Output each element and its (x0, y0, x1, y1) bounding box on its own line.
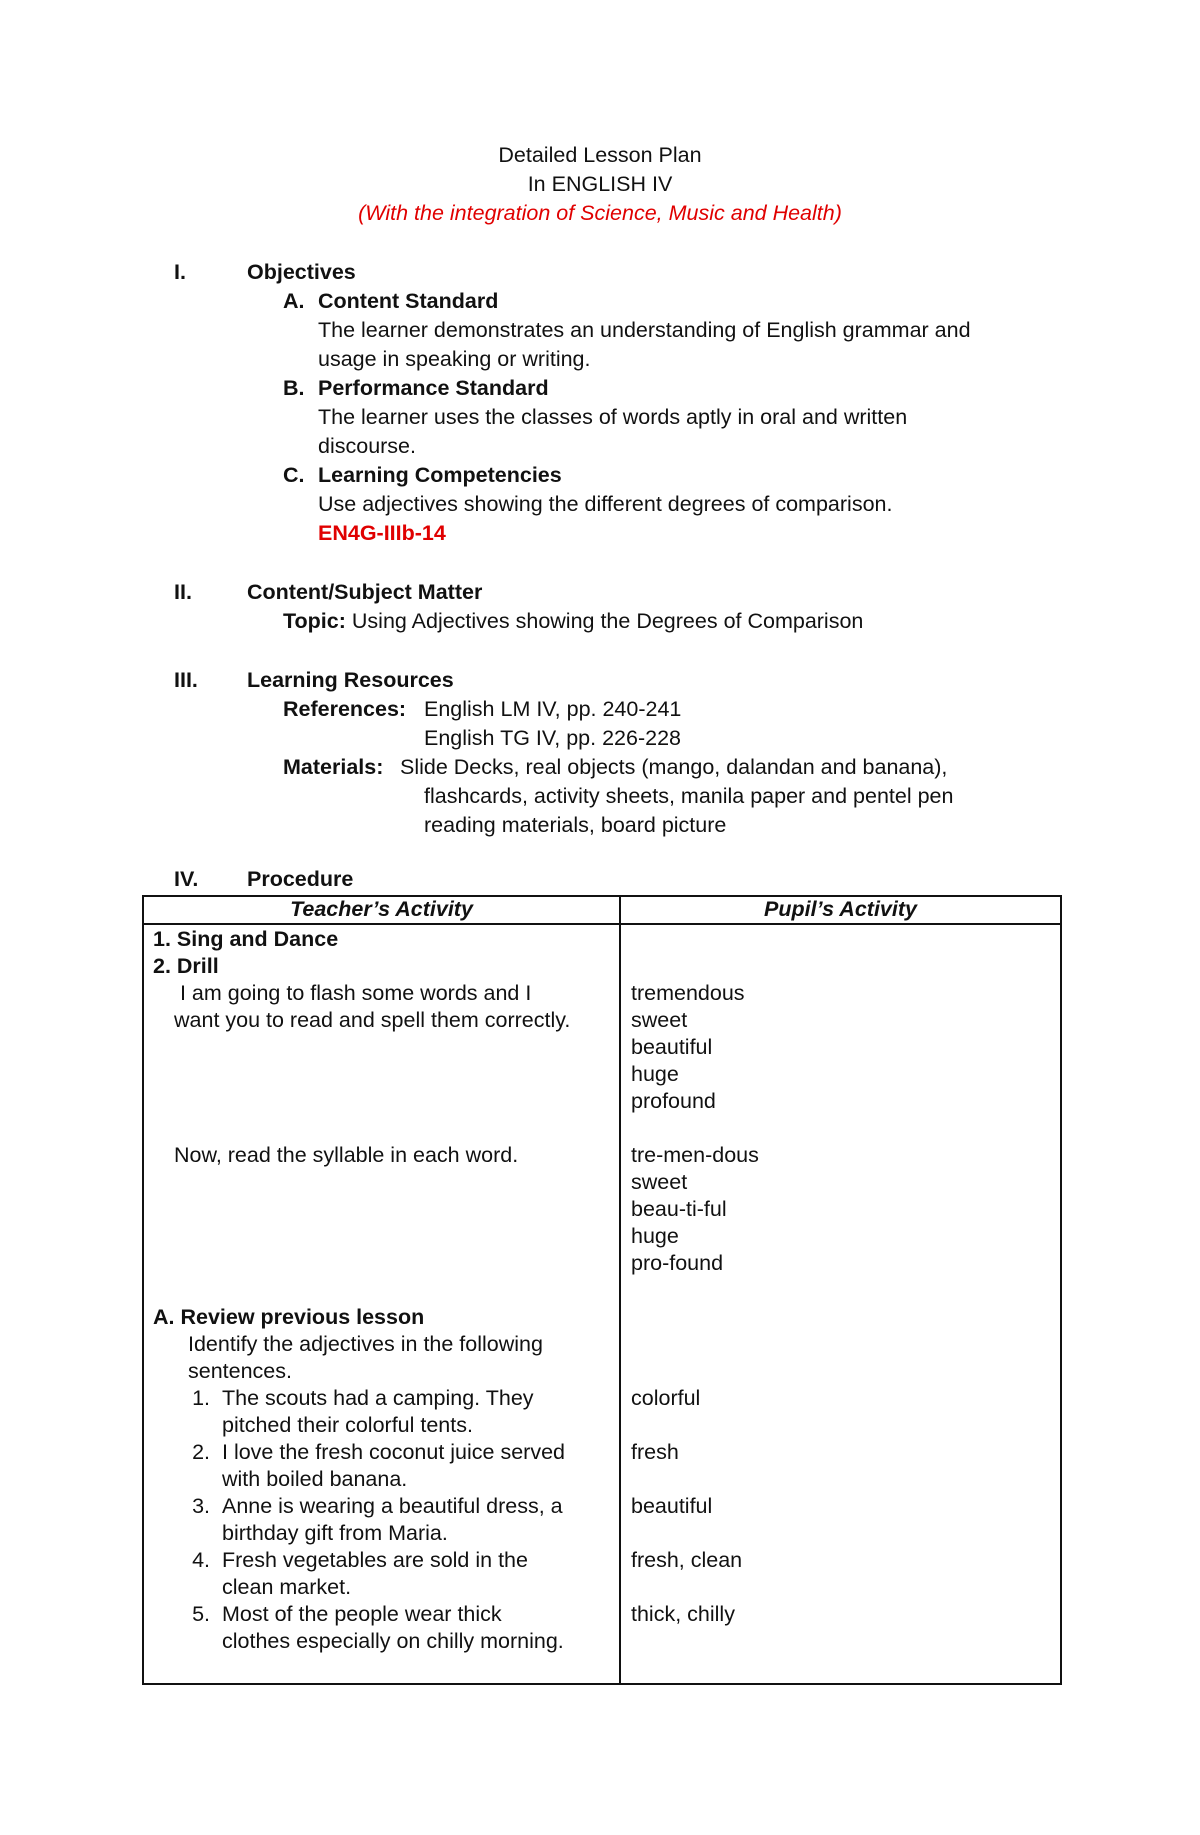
performance-standard-text-1: The learner uses the classes of words aptly in oral and written (318, 405, 908, 429)
teacher-activity-header: Teacher’s Activity (290, 897, 473, 921)
drill-word: tremendous (631, 981, 745, 1005)
review-item-number: 5. (192, 1602, 210, 1626)
review-item-text: Most of the people wear thick (222, 1602, 502, 1626)
content-standard-text-2: usage in speaking or writing. (318, 347, 591, 371)
topic-line (283, 607, 863, 636)
drill-word: huge (631, 1062, 679, 1086)
review-item-text: The scouts had a camping. They (222, 1386, 534, 1410)
learning-competencies-text: Use adjectives showing the different degrees of comparison. (318, 492, 893, 516)
resources-heading: Learning Resources (247, 668, 454, 692)
learning-competencies-letter: C. (283, 463, 305, 487)
doc-integration-note: (With the integration of Science, Music and Health) (358, 201, 842, 225)
review-item (186, 1439, 606, 1493)
syllable-word: pro-found (631, 1251, 724, 1275)
review-answer: thick, chilly (631, 1602, 735, 1626)
drill-instruction-line: want you to read and spell them correctly. (174, 1008, 571, 1032)
review-item-text: with boiled banana. (222, 1467, 408, 1491)
objectives-heading: Objectives (247, 260, 356, 284)
drill-word: profound (631, 1089, 716, 1113)
drill-instruction-line: I am going to flash some words and I (174, 981, 532, 1005)
pupil-activity-header: Pupil’s Activity (764, 897, 917, 921)
review-item-number: 4. (192, 1548, 210, 1572)
materials-item: reading materials, board picture (424, 813, 727, 837)
syllable-word: tre-men-dous (631, 1143, 759, 1167)
review-answer: fresh (631, 1440, 679, 1464)
materials-item: flashcards, activity sheets, manila paper and pentel pen (424, 784, 954, 808)
competency-code: EN4G-IIIb-14 (318, 521, 446, 545)
review-instruction-line: Identify the adjectives in the following (188, 1332, 543, 1356)
review-item (186, 1547, 606, 1601)
syllable-word: beau-ti-ful (631, 1197, 727, 1221)
performance-standard-text-2: discourse. (318, 434, 416, 458)
content-standard-letter: A. (283, 289, 305, 313)
review-item-text: I love the fresh coconut juice served (222, 1440, 565, 1464)
review-item-number: 1. (192, 1386, 210, 1410)
performance-standard-letter: B. (283, 376, 305, 400)
content-standard-text-1: The learner demonstrates an understanding of English grammar and (318, 318, 971, 342)
review-item-number: 3. (192, 1494, 210, 1518)
review-item-number: 2. (192, 1440, 210, 1464)
review-item-text: birthday gift from Maria. (222, 1521, 448, 1545)
objectives-numeral: I. (174, 260, 186, 284)
table-column-divider (619, 895, 621, 1685)
syllable-word: sweet (631, 1170, 688, 1194)
review-item (186, 1601, 606, 1655)
procedure-numeral: IV. (174, 867, 199, 891)
doc-title: Detailed Lesson Plan (498, 143, 702, 167)
sing-dance-heading: 1. Sing and Dance (153, 927, 339, 951)
content-numeral: II. (174, 580, 192, 604)
review-answer: colorful (631, 1386, 701, 1410)
review-instruction-line: sentences. (188, 1359, 292, 1383)
table-header-divider (142, 923, 1062, 925)
review-answer: beautiful (631, 1494, 713, 1518)
content-standard-label: Content Standard (318, 289, 499, 313)
topic-value: Using Adjectives showing the Degrees of Comparison (351, 609, 864, 633)
topic-label: Topic: (283, 609, 346, 633)
review-item (186, 1493, 606, 1547)
materials-label: Materials: (283, 755, 384, 779)
drill-word: sweet (631, 1008, 688, 1032)
syllable-word: huge (631, 1224, 679, 1248)
reference-item: English LM IV, pp. 240-241 (424, 697, 682, 721)
reference-item: English TG IV, pp. 226-228 (424, 726, 681, 750)
review-item-text: Fresh vegetables are sold in the (222, 1548, 528, 1572)
learning-competencies-label: Learning Competencies (318, 463, 562, 487)
procedure-heading: Procedure (247, 867, 354, 891)
content-heading: Content/Subject Matter (247, 580, 483, 604)
drill-word: beautiful (631, 1035, 713, 1059)
performance-standard-label: Performance Standard (318, 376, 549, 400)
materials-item: Slide Decks, real objects (mango, dalandan and banana), (400, 755, 948, 779)
review-item-text: clean market. (222, 1575, 352, 1599)
review-heading: A. Review previous lesson (153, 1305, 425, 1329)
review-item-text: Anne is wearing a beautiful dress, a (222, 1494, 563, 1518)
review-item (186, 1385, 606, 1439)
review-item-text: pitched their colorful tents. (222, 1413, 473, 1437)
resources-numeral: III. (174, 668, 198, 692)
drill-heading: 2. Drill (153, 954, 219, 978)
references-label: References: (283, 697, 407, 721)
syllable-instruction: Now, read the syllable in each word. (174, 1143, 519, 1167)
review-item-text: clothes especially on chilly morning. (222, 1629, 564, 1653)
review-answer: fresh, clean (631, 1548, 743, 1572)
doc-subject: In ENGLISH IV (527, 172, 673, 196)
